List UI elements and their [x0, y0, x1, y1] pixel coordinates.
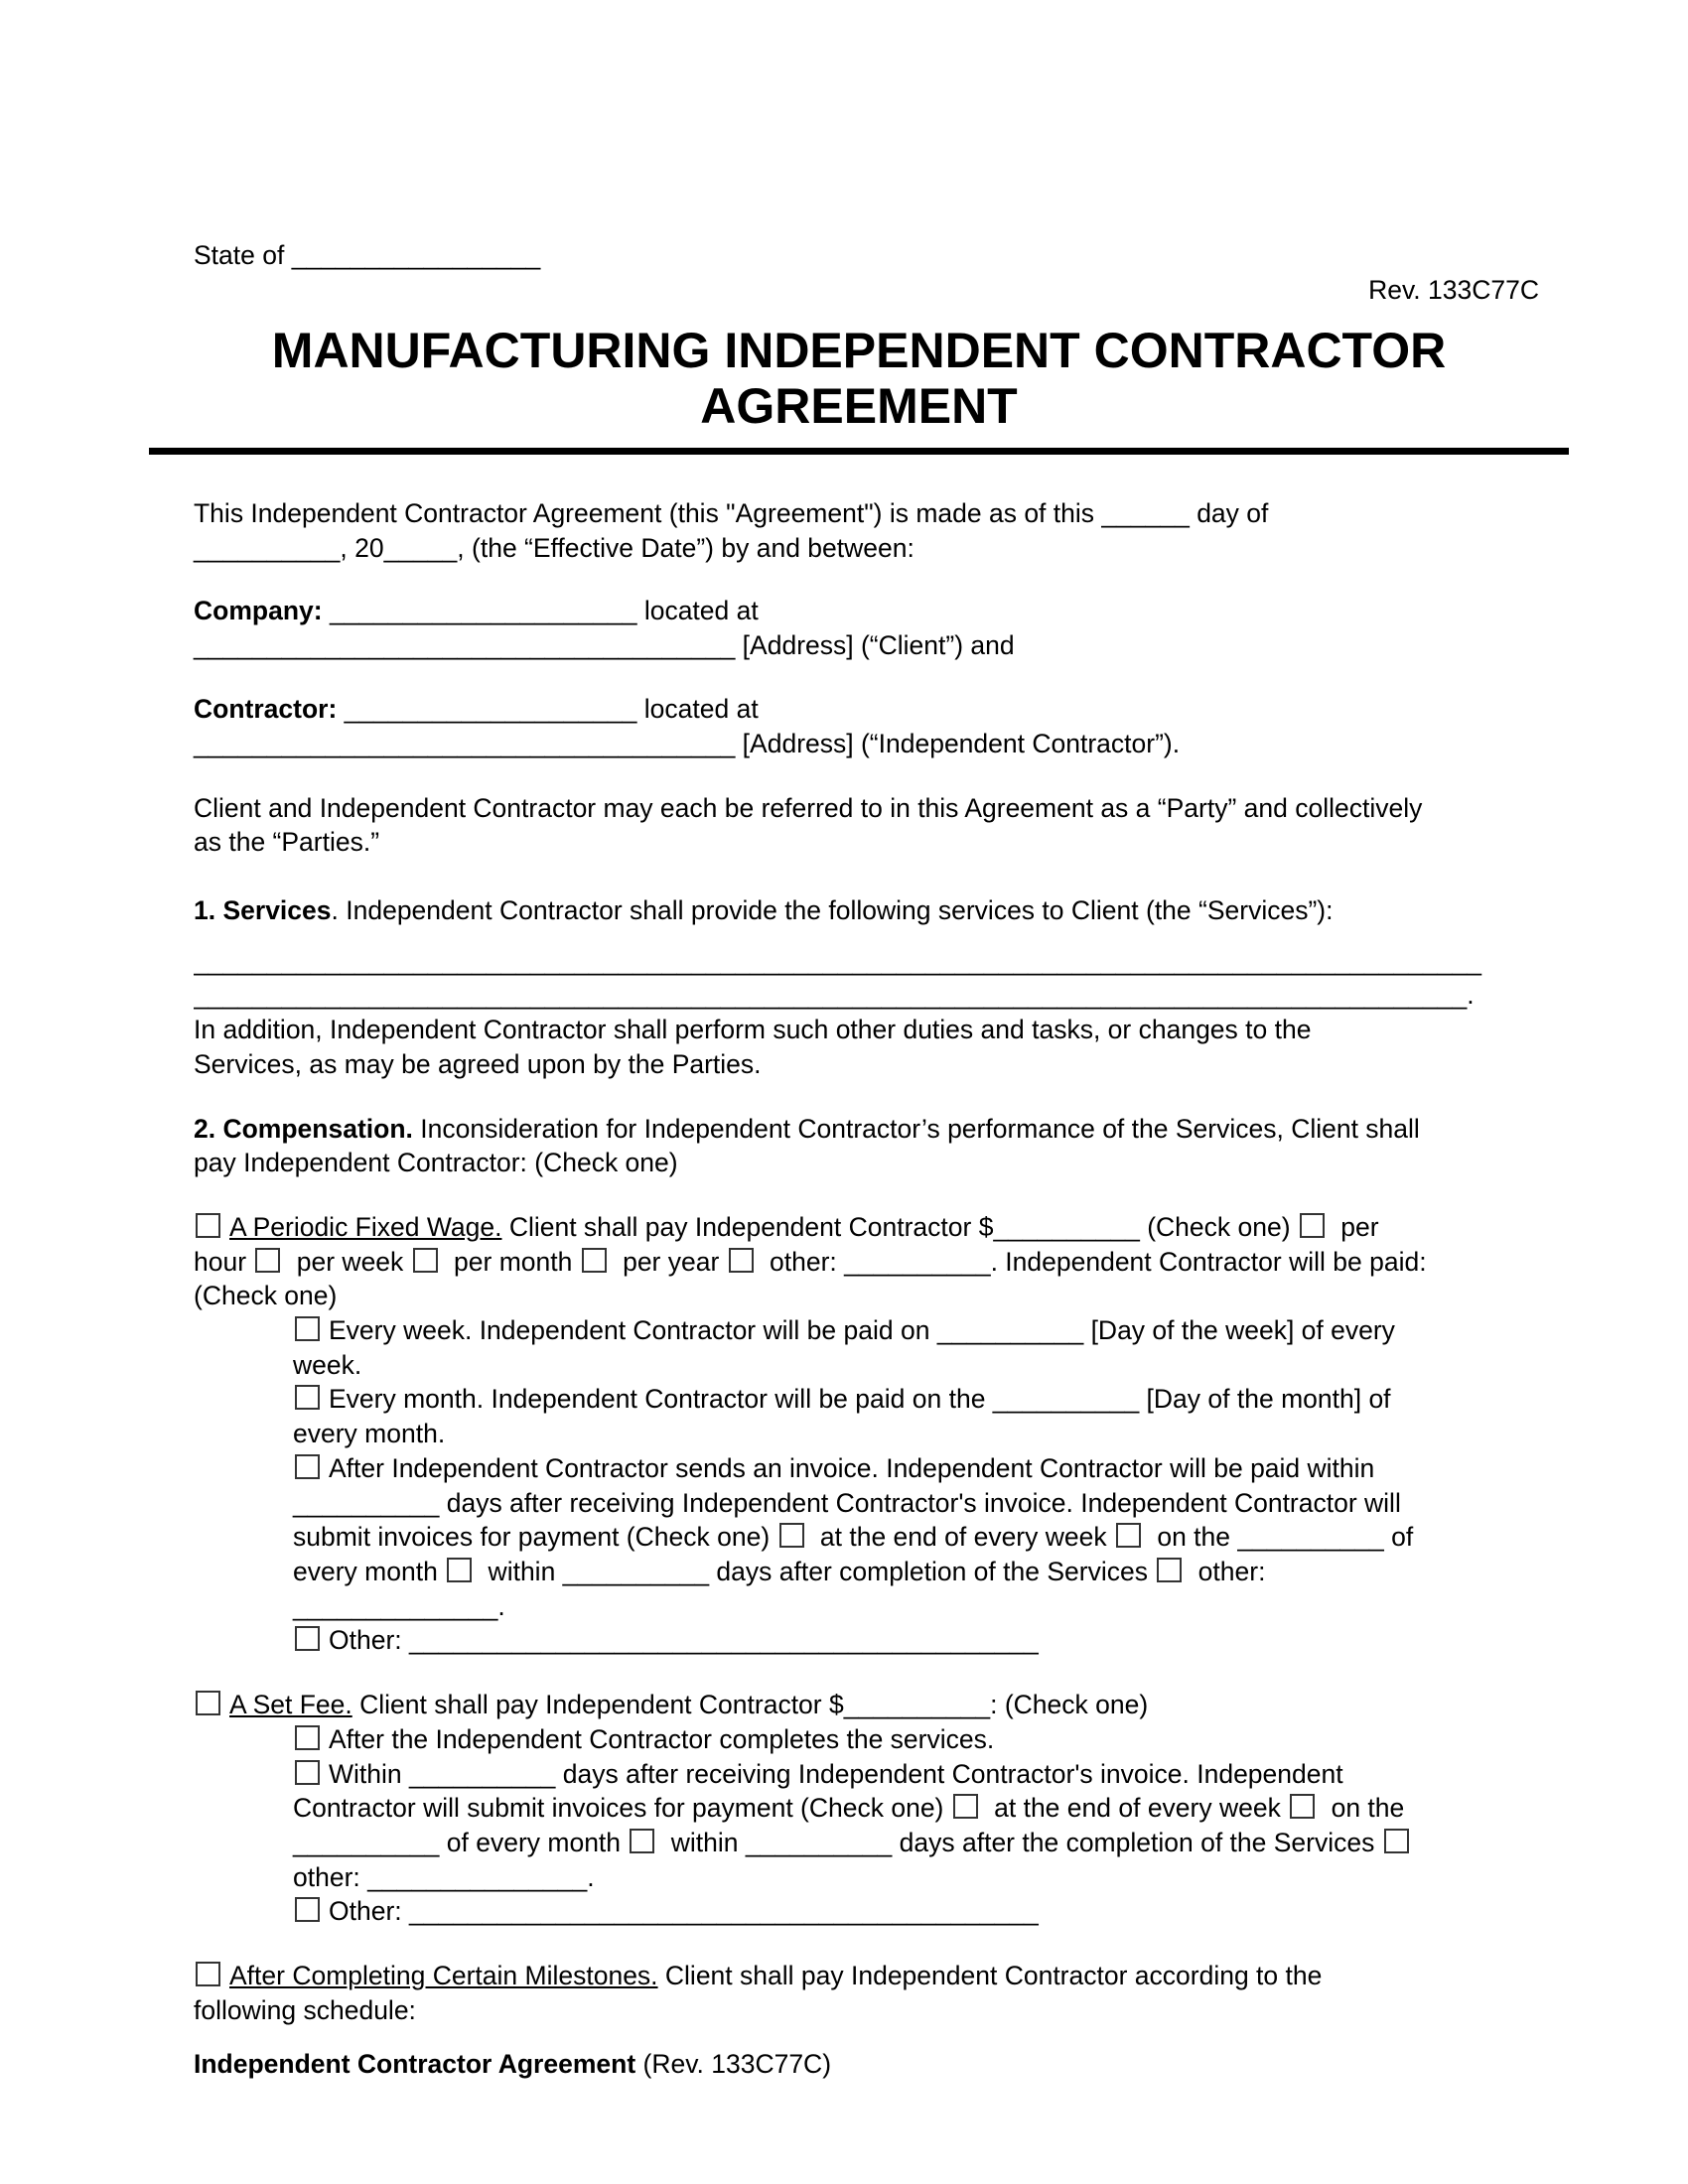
blank-field[interactable]: __________: [293, 1827, 440, 1857]
text: hour: [194, 1246, 254, 1277]
periodic-fixed-wage-option: [194, 1210, 1539, 1313]
text: Services, as may be agreed upon by the Parties.: [194, 1048, 762, 1079]
text: on the: [1324, 1793, 1405, 1824]
blank-field[interactable]: ______________: [293, 1590, 498, 1621]
text: .: [587, 1861, 595, 1892]
text: within: [481, 1556, 563, 1586]
blank-field[interactable]: __________: [936, 1315, 1084, 1346]
text: Within: [329, 1758, 409, 1789]
contractor-paragraph: [194, 692, 1539, 760]
text: Other:: [329, 1625, 410, 1656]
document-body: [194, 238, 1539, 2027]
set-fee-option: [194, 1688, 1539, 1722]
text: . Independent Contractor shall provide the following services to Client (the “Services”):: [331, 895, 1334, 926]
milestones-option: [194, 1959, 1539, 2027]
text: week.: [293, 1349, 362, 1380]
text: (Rev. 133C77C): [635, 2049, 832, 2079]
checkbox[interactable]: [1384, 1829, 1409, 1853]
text: (Check one): [1139, 1211, 1298, 1242]
text: every month: [293, 1556, 446, 1586]
paid-other-option: [293, 1623, 1539, 1658]
text: , 20: [340, 533, 384, 564]
text: Other:: [329, 1896, 410, 1927]
text: , (the “Effective Date”) by and between:: [457, 533, 914, 564]
text: After Independent Contractor sends an invoice. Independent Contractor will be paid within: [329, 1452, 1375, 1483]
paid-after-invoice-option: [293, 1451, 1539, 1624]
revision-line: [194, 273, 1539, 308]
compensation-heading: [194, 1112, 1539, 1180]
blank-field[interactable]: ___________________________________________: [409, 1896, 1039, 1927]
bold-text: Company:: [194, 595, 323, 625]
blank-field[interactable]: __________: [993, 1211, 1140, 1242]
document-title: [149, 323, 1569, 455]
set-fee-other-option: [293, 1894, 1539, 1929]
text: days after receiving Independent Contractor's invoice. Independent Contractor will: [439, 1487, 1401, 1518]
blank-field[interactable]: ___________________________________________: [409, 1625, 1039, 1656]
text: per year: [615, 1246, 727, 1277]
checkbox[interactable]: [1290, 1794, 1315, 1819]
text: In addition, Independent Contractor shall perform such other duties and tasks, or changes to the: [194, 1015, 1312, 1045]
checkbox[interactable]: [779, 1523, 804, 1548]
text: Every week. Independent Contractor will be paid on: [329, 1315, 937, 1346]
company-paragraph: [194, 594, 1539, 662]
text: submit invoices for payment (Check one): [293, 1522, 777, 1553]
text: Client shall pay Independent Contractor $: [352, 1690, 844, 1720]
checkbox[interactable]: [196, 1962, 220, 1986]
blank-field[interactable]: ________________________________________________________________________________________: [194, 945, 1481, 976]
checkbox[interactable]: [295, 1760, 320, 1785]
services-fill-line-1: [194, 944, 1539, 979]
checkbox[interactable]: [295, 1316, 320, 1341]
checkbox[interactable]: [447, 1558, 472, 1582]
text: days after completion of the Services: [709, 1556, 1156, 1586]
text: MANUFACTURING INDEPENDENT CONTRACTOR AGREEMENT: [271, 323, 1447, 435]
blank-field[interactable]: __________: [843, 1690, 991, 1720]
in-addition-paragraph: [194, 1013, 1539, 1081]
parties-paragraph: [194, 791, 1539, 860]
checkbox[interactable]: [953, 1794, 978, 1819]
checkbox[interactable]: [630, 1829, 654, 1853]
blank-field[interactable]: _____________________________________: [194, 728, 736, 758]
blank-field[interactable]: _________________: [291, 240, 541, 270]
checkbox[interactable]: [1116, 1523, 1141, 1548]
checkbox[interactable]: [413, 1248, 438, 1273]
text: per: [1333, 1211, 1379, 1242]
checkbox[interactable]: [582, 1248, 607, 1273]
text: : (Check one): [990, 1690, 1149, 1720]
checkbox[interactable]: [295, 1385, 320, 1410]
checkbox[interactable]: [729, 1248, 754, 1273]
text: of: [1383, 1522, 1414, 1553]
text: Inconsideration for Independent Contractor’s performance of the Services, Client shall: [412, 1113, 1420, 1144]
text: Client shall pay Independent Contractor $: [501, 1211, 994, 1242]
text: After the Independent Contractor completes the services.: [329, 1723, 995, 1754]
checkbox[interactable]: [295, 1897, 320, 1922]
text: [323, 596, 330, 625]
text: [Day of the week] of every: [1083, 1315, 1395, 1346]
blank-field[interactable]: __________: [992, 1384, 1140, 1415]
blank-field[interactable]: _______________________________________________________________________________________: [194, 980, 1468, 1011]
blank-field[interactable]: __________: [194, 533, 341, 564]
text: Rev. 133C77C: [1368, 274, 1539, 305]
page-footer: [194, 2047, 831, 2082]
blank-field[interactable]: __________: [409, 1758, 556, 1789]
paid-every-week-option: [293, 1313, 1539, 1382]
text: other:: [1191, 1556, 1266, 1586]
text: at the end of every week: [812, 1522, 1114, 1553]
blank-field[interactable]: __________: [562, 1556, 710, 1586]
text: State of: [194, 240, 292, 270]
services-fill-line-2: [194, 978, 1539, 1013]
text: This Independent Contractor Agreement (this "Agreement") is made as of this: [194, 498, 1102, 529]
bold-text: 2. Compensation.: [194, 1113, 413, 1144]
underlined-text: After Completing Certain Milestones.: [229, 1961, 658, 1991]
text: per month: [446, 1246, 580, 1277]
text: on the: [1149, 1522, 1238, 1553]
text: as the “Parties.”: [194, 827, 380, 858]
blank-field[interactable]: _____: [383, 533, 458, 564]
text: . Independent Contractor will be paid:: [990, 1246, 1427, 1277]
set-fee-after-completion-option: [293, 1722, 1539, 1757]
checkbox[interactable]: [1300, 1213, 1325, 1238]
text: Contractor will submit invoices for payment (Check one): [293, 1793, 951, 1824]
blank-field[interactable]: __________: [844, 1246, 991, 1277]
blank-field[interactable]: ____________________: [344, 694, 637, 725]
checkbox[interactable]: [196, 1691, 220, 1715]
text: .: [497, 1590, 505, 1621]
text: per week: [289, 1246, 411, 1277]
blank-field[interactable]: __________: [293, 1487, 440, 1518]
state-of-line: [194, 238, 1539, 273]
text: located at: [636, 694, 759, 725]
blank-field[interactable]: _____________________: [329, 595, 637, 625]
checkbox[interactable]: [255, 1248, 280, 1273]
blank-field[interactable]: __________: [1237, 1522, 1384, 1553]
intro-paragraph: [194, 496, 1539, 565]
bold-text: Contractor:: [194, 694, 338, 725]
bold-text: Independent Contractor Agreement: [194, 2049, 636, 2079]
text: [Address] (“Client”) and: [735, 629, 1015, 660]
underlined-text: A Periodic Fixed Wage.: [229, 1211, 502, 1242]
text: (Check one): [194, 1281, 338, 1311]
text: .: [1467, 980, 1475, 1011]
text: other:: [762, 1246, 845, 1277]
blank-field[interactable]: __________: [745, 1827, 893, 1857]
checkbox[interactable]: [1157, 1558, 1182, 1582]
bold-text: 1. Services: [194, 895, 332, 926]
blank-field[interactable]: _______________: [367, 1861, 588, 1892]
text: pay Independent Contractor: (Check one): [194, 1148, 678, 1178]
text: other:: [293, 1861, 368, 1892]
paid-every-month-option: [293, 1382, 1539, 1450]
text: every month.: [293, 1419, 446, 1449]
blank-field[interactable]: ______: [1101, 498, 1190, 529]
text: days after the completion of the Services: [892, 1827, 1382, 1857]
text: Client and Independent Contractor may each be referred to in this Agreement as a “Party” and collectively: [194, 792, 1423, 823]
text: day of: [1189, 498, 1269, 529]
checkbox[interactable]: [295, 1454, 320, 1479]
checkbox[interactable]: [295, 1725, 320, 1750]
services-heading: [194, 893, 1539, 928]
text: [Day of the month] of: [1139, 1384, 1391, 1415]
blank-field[interactable]: _____________________________________: [194, 629, 736, 660]
text: Client shall pay Independent Contractor according to the: [657, 1961, 1323, 1991]
set-fee-within-days-option: [293, 1757, 1539, 1895]
text: of every month: [439, 1827, 629, 1857]
underlined-text: A Set Fee.: [229, 1690, 352, 1720]
text: Every month. Independent Contractor will be paid on the: [329, 1384, 993, 1415]
text: within: [663, 1827, 746, 1857]
text: [337, 694, 344, 724]
text: days after receiving Independent Contractor's invoice. Independent: [555, 1758, 1343, 1789]
text: [Address] (“Independent Contractor”).: [735, 728, 1181, 758]
checkbox[interactable]: [196, 1213, 220, 1238]
text: located at: [636, 595, 759, 625]
text: at the end of every week: [986, 1793, 1289, 1824]
text: following schedule:: [194, 1994, 416, 2025]
checkbox[interactable]: [295, 1626, 320, 1651]
